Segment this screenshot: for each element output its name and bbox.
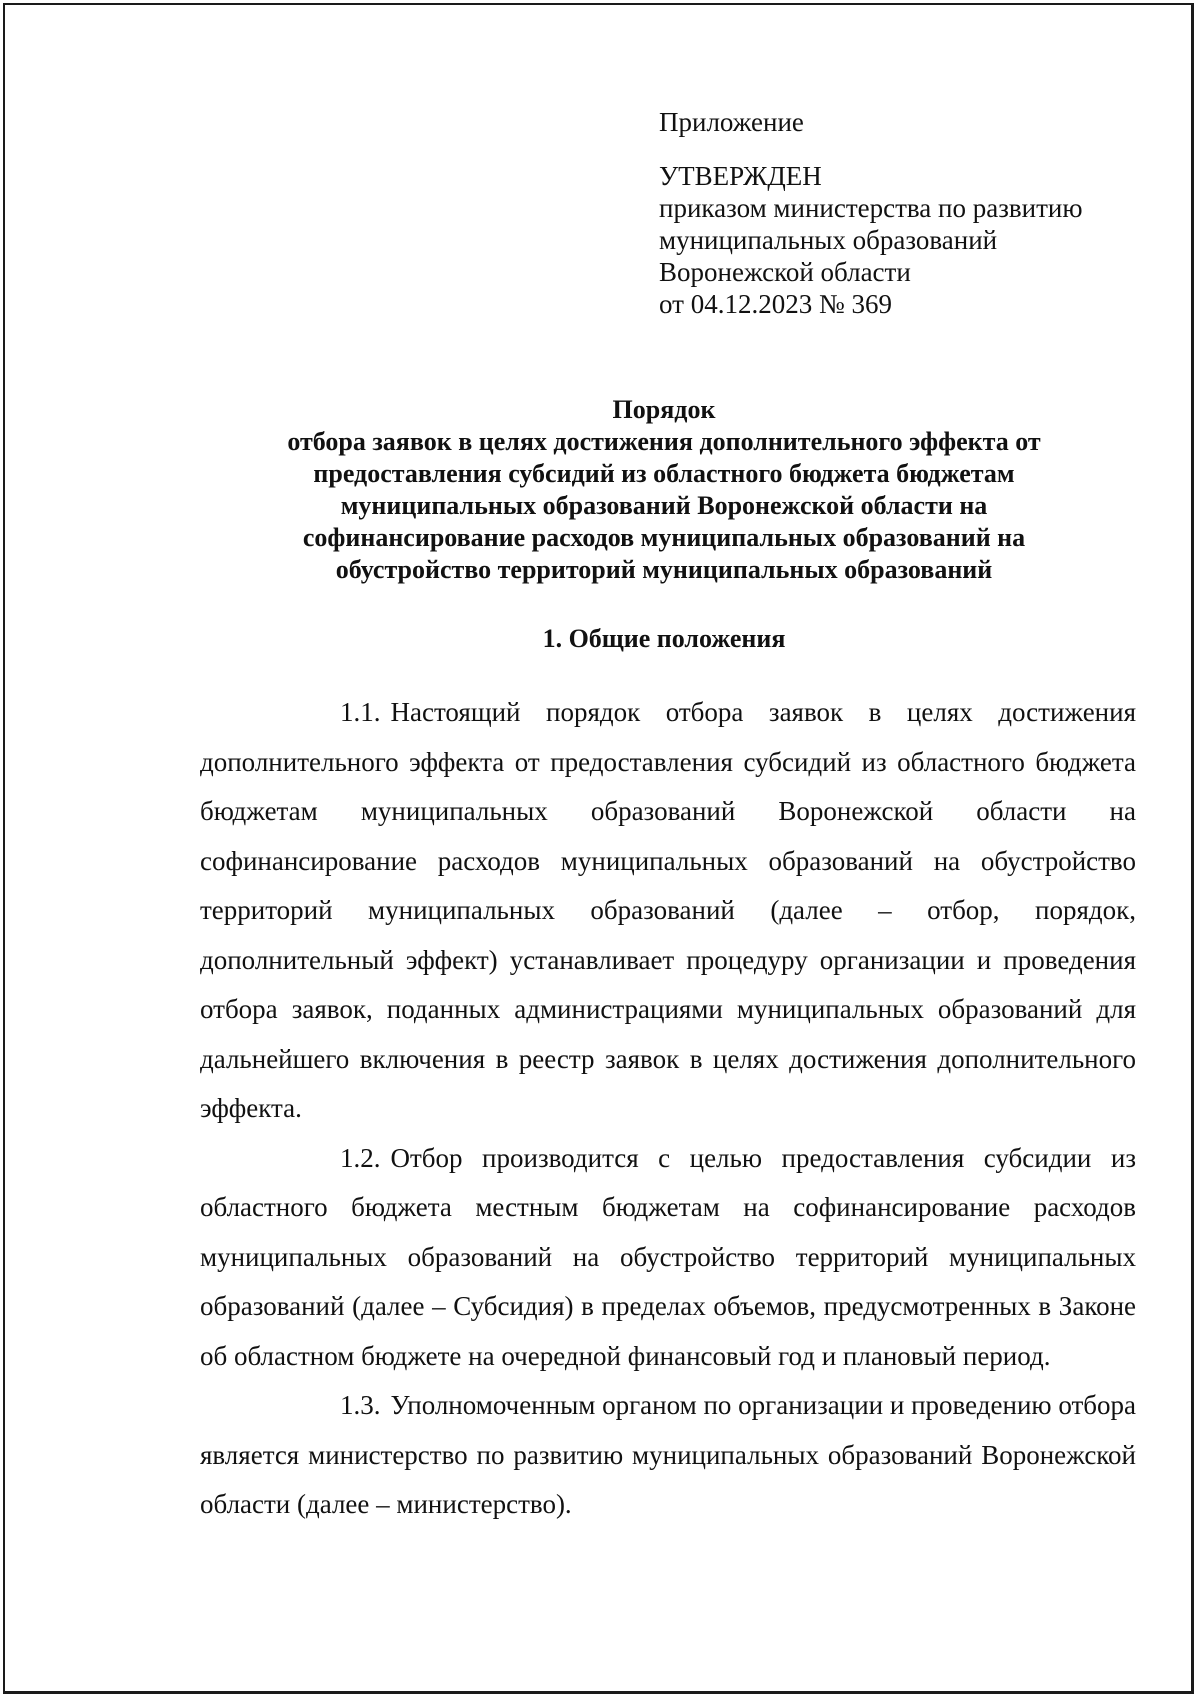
paragraph-number: 1.2. — [340, 1142, 381, 1173]
title-line-3: предоставления субсидий из областного бюджета бюджетам — [313, 459, 1015, 488]
paragraph-1-2 — [200, 1134, 1136, 1382]
section-heading: 1. Общие положения — [542, 624, 786, 653]
paragraph-text: Уполномоченным органом по организации и проведению отбора является министерство по развитию муниципальных образований Воронежской области (далее – министерство). — [200, 1390, 1136, 1519]
approval-order-date-number: от 04.12.2023 № 369 — [659, 289, 892, 319]
approval-authority-line-1: приказом министерства по развитию — [659, 193, 1083, 223]
approval-stamp — [659, 106, 1139, 320]
paragraph-number: 1.1. — [340, 697, 381, 727]
approval-authority-line-3: Воронежской области — [659, 257, 911, 287]
paragraph-number: 1.3. — [340, 1390, 381, 1420]
title-line-6: обустройство территорий муниципальных образований — [335, 555, 993, 584]
paragraph-text: Отбор производится с целью предоставления субсидии из областного бюджета местным бюджетам на софинансирование расходов муниципальных образований на обустройство территорий муниципальных образований (далее – Субсидия) в пределах объемов, предусмотренных в Законе об областном бюджете на очередной финансовый год и плановый период. — [200, 1142, 1136, 1371]
approval-status: УТВЕРЖДЕН — [659, 161, 822, 191]
paragraph-1-3 — [200, 1381, 1136, 1530]
paragraph-text: Настоящий порядок отбора заявок в целях достижения дополнительного эффекта от предоставления субсидий из областного бюджета бюджетам муниципальных образований Воронежской области на софинансирование расходов муниципальных образований на обустройство территорий муниципальных образований (далее – отбор, порядок, дополнительный эффект) устанавливает процедуру организации и проведения отбора заявок, поданных администрациями муниципальных образований для дальнейшего включения в реестр заявок в целях достижения дополнительного эффекта. — [200, 697, 1136, 1123]
annex-label: Приложение — [659, 107, 804, 137]
title-line-4: муниципальных образований Воронежской области на — [340, 491, 988, 520]
document-title — [200, 394, 1128, 586]
title-line-1: Порядок — [612, 395, 716, 424]
title-line-5: софинансирование расходов муниципальных образований на — [302, 523, 1026, 552]
approval-authority-line-2: муниципальных образований — [659, 225, 998, 255]
title-line-2: отбора заявок в целях достижения дополнительного эффекта от — [287, 427, 1041, 456]
section-body — [200, 688, 1136, 1530]
paragraph-1-1 — [200, 688, 1136, 1134]
